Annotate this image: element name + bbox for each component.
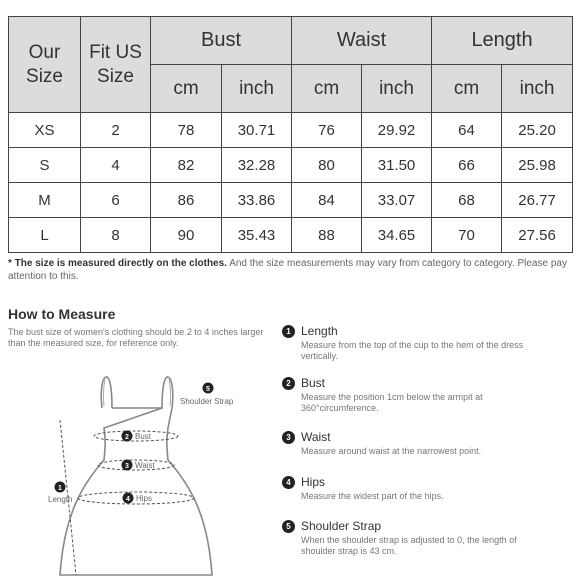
strap-inner-right	[169, 379, 171, 406]
table-cell: L	[9, 218, 81, 253]
hips-label: Hips	[136, 494, 153, 503]
table-cell: 86	[151, 183, 222, 218]
table-cell: 8	[81, 218, 151, 253]
size-chart-table	[8, 16, 573, 253]
size-note	[8, 257, 568, 283]
table-cell: 26.77	[502, 183, 573, 218]
measure-number-badge: 5	[282, 520, 295, 533]
unit-inch: inch	[502, 65, 573, 113]
table-cell: 80	[292, 148, 362, 183]
size-note-bold: * The size is measured directly on the clothes.	[8, 258, 227, 269]
table-cell: 84	[292, 183, 362, 218]
hips-badge-number: 4	[126, 496, 130, 503]
table-row	[9, 183, 573, 218]
our-size-header: Our Size	[9, 17, 81, 113]
measure-description: Measure from the top of the cup to the hem of the dress vertically.	[301, 340, 524, 361]
waist-badge-number: 3	[125, 463, 129, 470]
table-cell: 64	[432, 113, 502, 148]
table-cell: 32.28	[222, 148, 292, 183]
table-cell: 29.92	[362, 113, 432, 148]
table-cell: XS	[9, 113, 81, 148]
how-to-measure-title: How to Measure	[8, 306, 116, 322]
measure-number-badge: 3	[282, 431, 295, 444]
table-cell: 68	[432, 183, 502, 218]
table-cell: 66	[432, 148, 502, 183]
measure-title: Hips	[301, 475, 326, 489]
bust-label: Bust	[135, 432, 152, 441]
measure-description: Measure the widest part of the hips.	[301, 491, 444, 501]
table-cell: 35.43	[222, 218, 292, 253]
length-badge-number: 1	[58, 485, 62, 492]
measure-title: Shoulder Strap	[301, 519, 382, 533]
table-cell: 33.86	[222, 183, 292, 218]
measure-description: Measure the position 1cm below the armpit at 360°circumference.	[301, 392, 483, 413]
table-cell: 88	[292, 218, 362, 253]
unit-inch: inch	[362, 65, 432, 113]
table-row	[9, 218, 573, 253]
dress-outline	[60, 377, 212, 575]
shoulder-strap-label: Shoulder Strap	[180, 397, 234, 406]
table-cell: S	[9, 148, 81, 183]
waist-label: Waist	[135, 461, 155, 470]
table-cell: 2	[81, 113, 151, 148]
measure-number-badge: 1	[282, 325, 295, 338]
table-cell: 27.56	[502, 218, 573, 253]
size-note-rest: And the size measurements may vary from category to category. Please pay attention to this.	[8, 258, 567, 282]
length-label: Length	[48, 495, 73, 504]
table-row	[9, 113, 573, 148]
how-to-measure-intro: The bust size of women's clothing should be 2 to 4 inches larger than the measured size, for reference only.	[8, 327, 264, 348]
unit-cm: cm	[292, 65, 362, 113]
measure-description: When the shoulder strap is adjusted to 0, the length of shoulder strap is 43 cm.	[301, 535, 517, 556]
table-cell: 25.20	[502, 113, 573, 148]
measure-title: Length	[301, 324, 338, 338]
bust-header: Bust	[151, 17, 292, 65]
unit-cm: cm	[432, 65, 502, 113]
waist-header: Waist	[292, 17, 432, 65]
measure-number-badge: 2	[282, 377, 295, 390]
table-cell: 30.71	[222, 113, 292, 148]
strap-inner-left	[103, 379, 105, 406]
length-header: Length	[432, 17, 573, 65]
table-cell: 82	[151, 148, 222, 183]
table-cell: 4	[81, 148, 151, 183]
bust-badge-number: 2	[125, 434, 129, 441]
table-row	[9, 148, 573, 183]
table-cell: 34.65	[362, 218, 432, 253]
table-cell: 25.98	[502, 148, 573, 183]
unit-inch: inch	[222, 65, 292, 113]
measure-number-badge: 4	[282, 476, 295, 489]
table-cell: 31.50	[362, 148, 432, 183]
dress-diagram	[30, 370, 260, 580]
fit-us-size-header: Fit US Size	[81, 17, 151, 113]
table-cell: 76	[292, 113, 362, 148]
table-cell: 33.07	[362, 183, 432, 218]
measure-title: Bust	[301, 376, 326, 390]
table-cell: 90	[151, 218, 222, 253]
unit-cm: cm	[151, 65, 222, 113]
table-cell: 6	[81, 183, 151, 218]
table-cell: 70	[432, 218, 502, 253]
table-header-row	[9, 17, 573, 65]
measure-description: Measure around waist at the narrowest point.	[301, 446, 482, 456]
measure-title: Waist	[301, 430, 331, 444]
shoulder-strap-badge-number: 5	[206, 386, 210, 393]
table-cell: 78	[151, 113, 222, 148]
table-cell: M	[9, 183, 81, 218]
